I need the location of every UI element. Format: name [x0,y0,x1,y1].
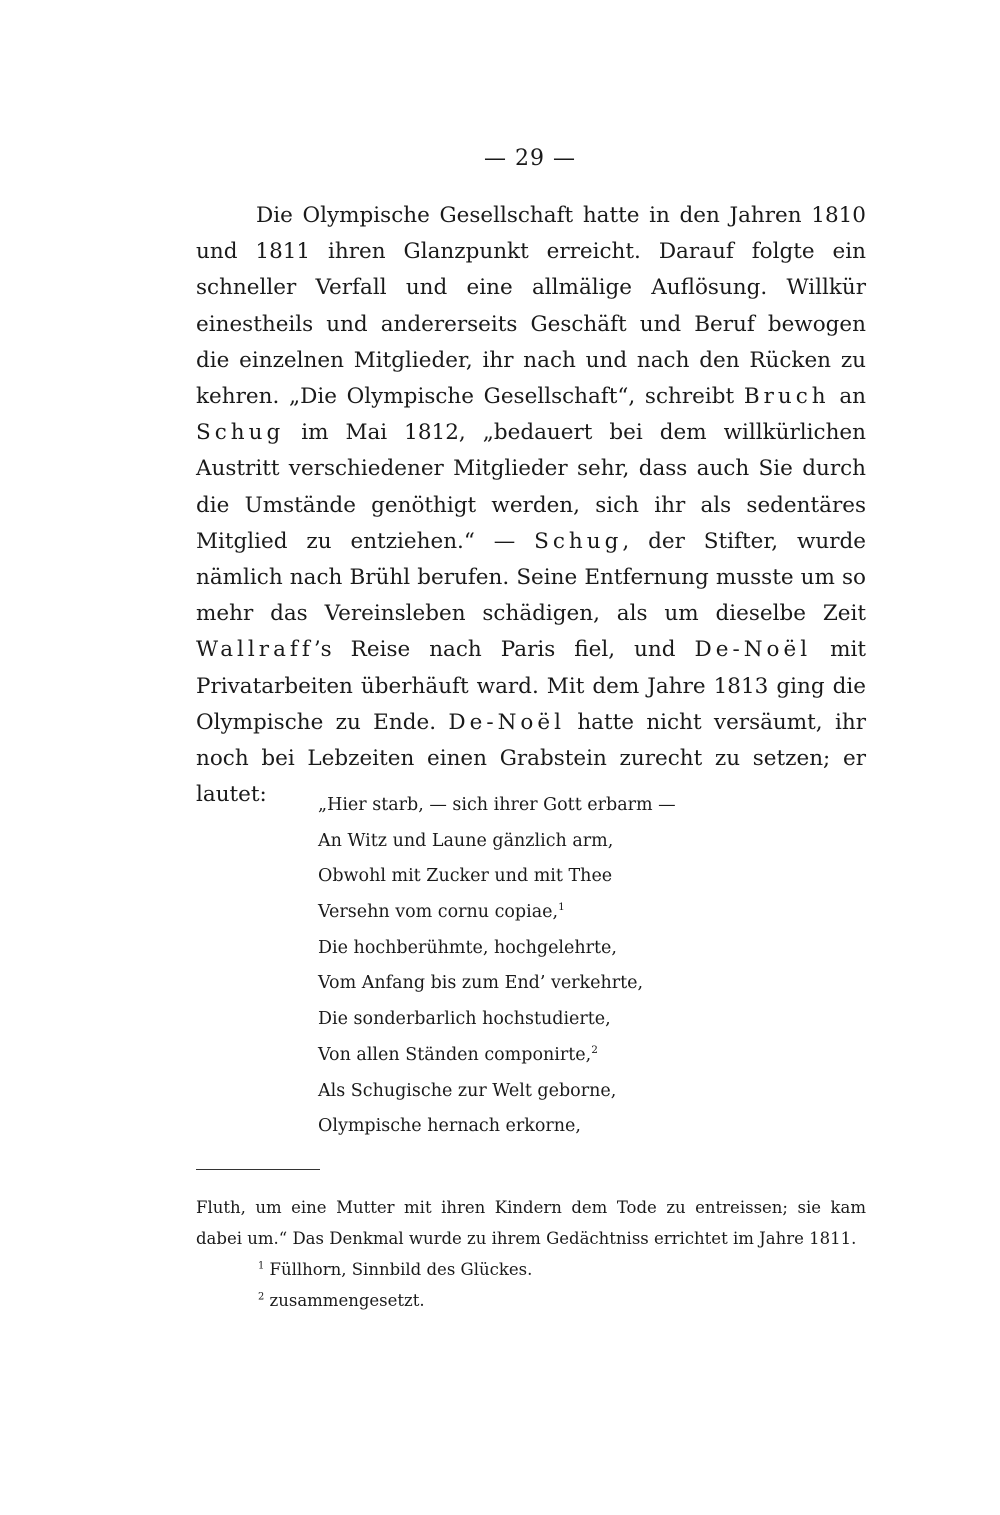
body-paragraph [196,198,866,813]
verse-line: Vom Anfang bis zum End’ verkehrte, [318,973,644,994]
verse-line-text: Von allen Ständen componirte, [318,1044,592,1065]
person-name-bruch: Bruch [743,384,830,410]
person-name-denoel: De-Noël [694,637,812,663]
verse-line: Als Schugische zur Welt geborne, [318,1080,617,1101]
person-name-schug: Schug [196,420,285,446]
text-run: , der Stifter, wurde nämlich nach Brühl berufen. Seine Entfernung musste um so mehr das Vereinsleben schädigen, als um dieselbe Zeit [196,528,866,627]
text-run: Die Olympische Gesellschaft hatte in den Jahren 1810 und 1811 ihren Glanzpunkt erreicht. Darauf folgte ein schneller Verfall und eine allmälige Auflösung. Willkür einestheils und andererseits Geschäft und Beruf bewogen die einzelnen Mitglieder, ihr nach und nach den Rücken zu kehren. „Die Olympische Gesellschaft“, schreibt [196,203,866,410]
person-name-denoel: De-Noël [448,709,565,735]
verse-line: „Hier starb, — sich ihrer Gott erbarm — [318,795,676,815]
footnote-text: Füllhorn, Sinnbild des Glückes. [264,1260,533,1279]
text-run: hatte nicht versäumt, ihr noch bei Lebzeiten einen Grabstein zurecht zu setzen; er lautet: [196,709,866,808]
footnote-1 [196,1254,866,1285]
verse-line [318,895,778,931]
text-run: im Mai 1812, „bedauert bei dem willkürlichen Austritt verschiedener Mitglieder sehr, dass auch Sie durch die Umstände genöthigt werden, sich ihr als sedentäres Mitglied zu entziehen.“ — [196,420,866,554]
text-run: ’s Reise nach Paris fiel, und [313,637,695,663]
verse-line: Die sonderbarlich hochstudierte, [318,1009,611,1030]
epitaph-verse [318,788,778,1145]
verse-line [318,1038,778,1074]
person-name-wallraff: Wallraff [196,637,314,663]
footnote-ref-1: 1 [558,901,565,914]
text-run: an [829,384,866,410]
footnote-continuation: Fluth, um eine Mutter mit ihren Kindern dem Tode zu entreissen; sie kam dabei um.“ Das Denkmal wurde zu ihrem Gedächtniss errichtet im Jahre 1811. [196,1198,866,1248]
footnote-ref-2: 2 [591,1043,598,1056]
footnote-separator [196,1169,320,1170]
footnote-marker: 1 [258,1260,265,1272]
footnote-text: zusammengesetzt. [264,1291,425,1310]
footnote-marker: 2 [258,1291,265,1303]
person-name-schug: Schug [534,528,623,554]
verse-line: Obwohl mit Zucker und mit Thee [318,866,613,887]
verse-line: An Witz und Laune gänzlich arm, [318,830,614,851]
text-run: mit Privatarbeiten überhäuft ward. Mit dem Jahre 1813 ging die Olympische zu Ende. [196,637,866,735]
footnotes [196,1192,866,1316]
footnote-2 [196,1285,866,1316]
verse-line: Olympische hernach erkorne, [318,1116,581,1137]
main-text [196,198,866,813]
verse-line: Die hochberühmte, hochgelehrte, [318,937,617,958]
page-number: — 29 — [484,146,576,171]
verse-line-text: Versehn vom cornu copiae, [318,902,559,923]
